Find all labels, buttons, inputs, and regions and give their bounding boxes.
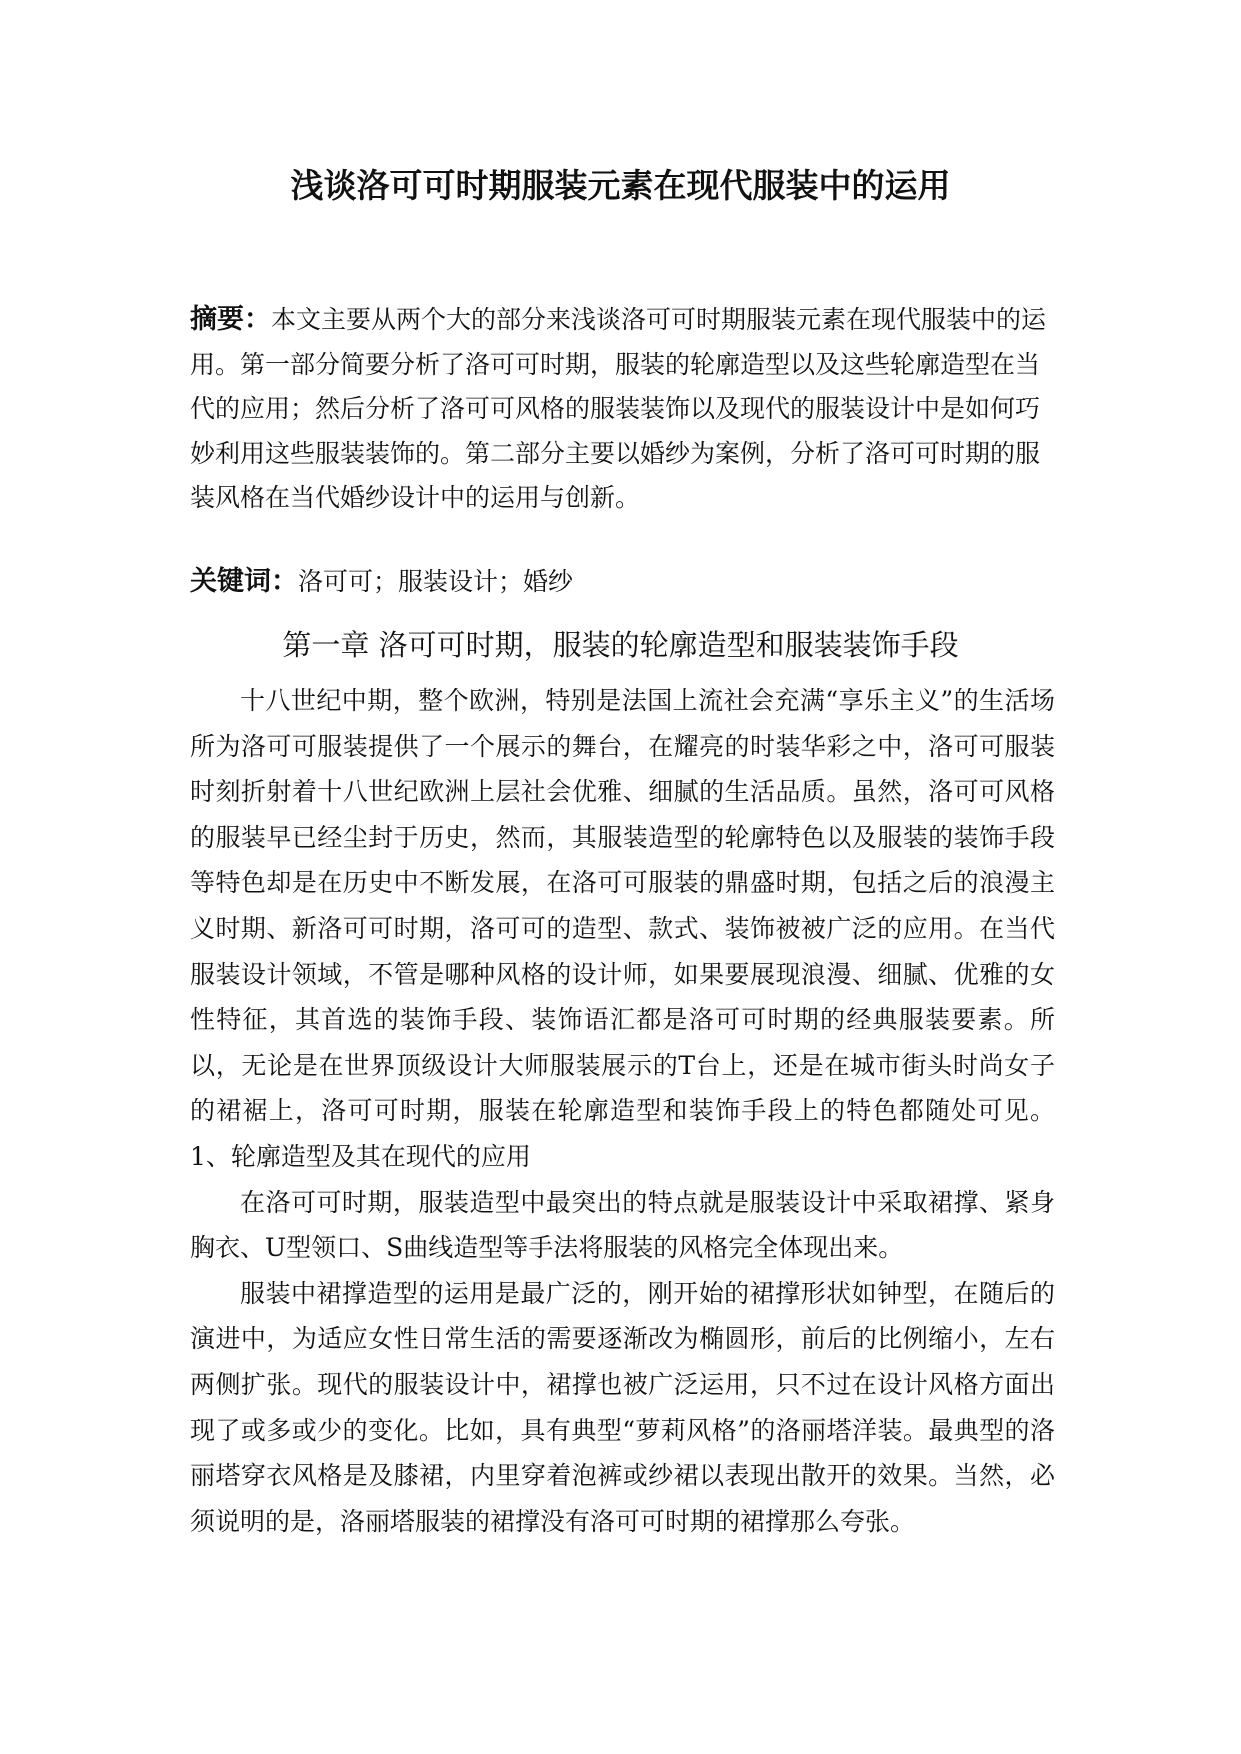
body-paragraph: 在洛可可时期，服装造型中最突出的特点就是服装设计中采取裙撑、紧身胸衣、U型领口、S曲线造型等手法将服装的风格完全体现出来。: [190, 1187, 1055, 1263]
abstract-label: 摘要：: [190, 304, 271, 335]
keywords-section: [190, 560, 1055, 604]
document-title: 浅谈洛可可时期服装元素在现代服装中的运用: [290, 166, 951, 205]
body-paragraph: 服装中裙撑造型的运用是最广泛的，刚开始的裙撑形状如钟型，在随后的演进中，为适应女性日常生活的需要逐渐改为椭圆形，前后的比例缩小，左右两侧扩张。现代的服装设计中，裙撑也被广泛运用，只不过在设计风格方面出现了或多或少的变化。比如，具有典型“萝莉风格”的洛丽塔洋装。最典型的洛丽塔穿衣风格是及膝裙，内里穿着泡裤或纱裙以表现出散开的效果。当然，必须说明的是，洛丽塔服装的裙撑没有洛可可时期的裙撑那么夸张。: [190, 1278, 1055, 1536]
abstract-section: [190, 298, 1055, 521]
abstract-text: 本文主要从两个大的部分来浅谈洛可可时期服装元素在现代服装中的运用。第一部分简要分析了洛可可时期，服装的轮廓造型以及这些轮廓造型在当代的应用；然后分析了洛可可风格的服装装饰以及现代的服装设计中是如何巧妙利用这些服装装饰的。第二部分主要以婚纱为案例，分析了洛可可时期的服装风格在当代婚纱设计中的运用与创新。: [190, 305, 1047, 512]
keywords-text: 洛可可；服装设计；婚纱: [298, 567, 574, 596]
body-paragraph: 十八世纪中期，整个欧洲，特别是法国上流社会充满“享乐主义”的生活场所为洛可可服装提供了一个展示的舞台，在耀亮的时装华彩之中，洛可可服装时刻折射着十八世纪欧洲上层社会优雅、细腻的生活品质。虽然，洛可可风格的服装早已经尘封于历史，然而，其服装造型的轮廓特色以及服装的装饰手段等特色却是在历史中不断发展，在洛可可服装的鼎盛时期，包括之后的浪漫主义时期、新洛可可时期，洛可可的造型、款式、装饰被被广泛的应用。在当代服装设计领域，不管是哪种风格的设计师，如果要展现浪漫、细腻、优雅的女性特征，其首选的装饰手段、装饰语汇都是洛可可时期的经典服装要素。所以，无论是在世界顶级设计大师服装展示的T台上，还是在城市街头时尚女子的裙裾上，洛可可时期，服装在轮廓造型和装饰手段上的特色都随处可见。1、轮廓造型及其在现代的应用: [190, 686, 1055, 1171]
chapter-heading: 第一章 洛可可时期，服装的轮廓造型和服装装饰手段: [282, 628, 959, 662]
keywords-label: 关键词：: [190, 566, 298, 597]
body-text: [190, 678, 1055, 1544]
